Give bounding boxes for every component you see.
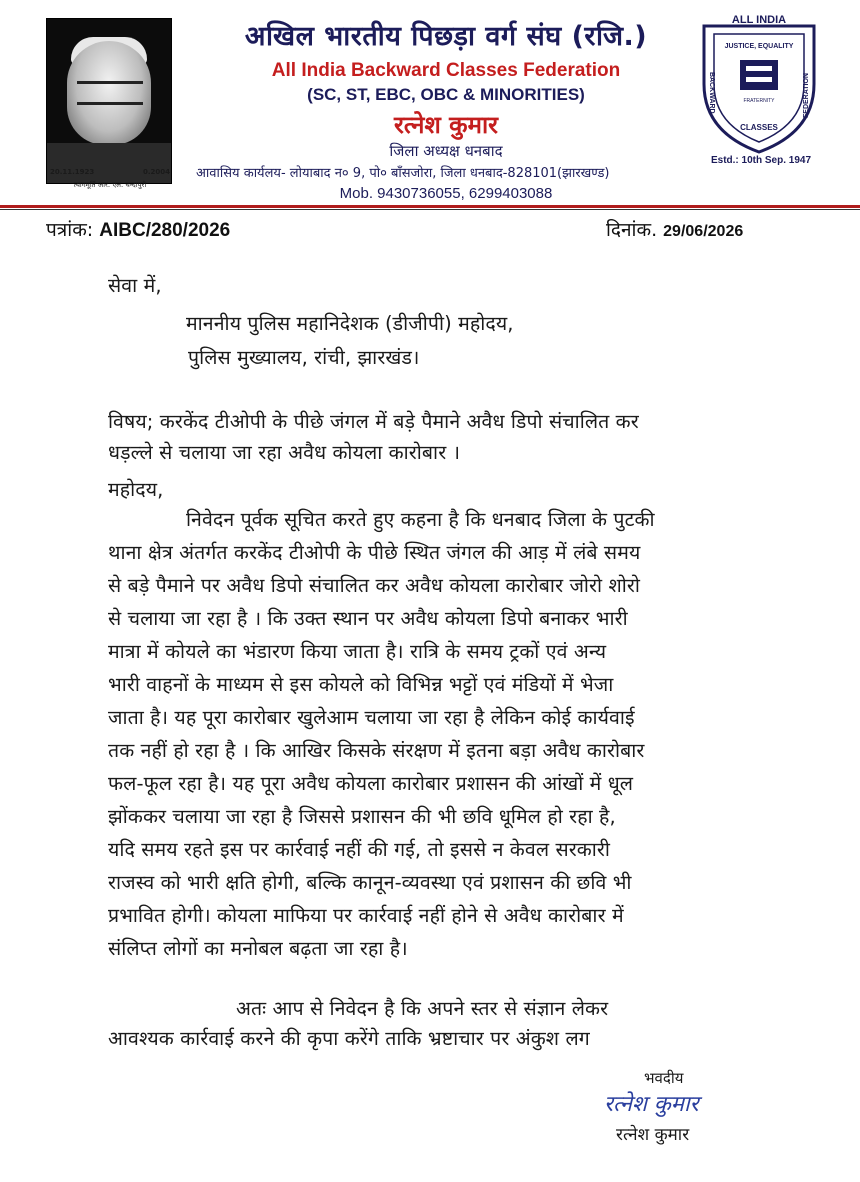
subject-line-1: विषय; करकेंद टीओपी के पीछे जंगल में बड़े पैमाने अवैध डिपो संचालित कर — [108, 410, 639, 433]
closing-line: अतः आप से निवेदन है कि अपने स्तर से संज्ञान लेकर — [236, 997, 609, 1020]
emblem-text-right: FEDERATION — [803, 73, 810, 118]
emblem-text-left: BACKWARD — [708, 72, 715, 114]
emblem-text-top: ALL INDIA — [731, 14, 787, 26]
founder-photo — [46, 18, 172, 184]
closing-line: आवश्यक कार्रवाई करने की कृपा करेंगे ताकि भ्रष्टाचार पर अंकुश लग — [108, 1027, 590, 1050]
greeting: महोदय, — [108, 478, 164, 501]
body-line: संलिप्त लोगों का मनोबल बढ़ता जा रहा है। — [108, 937, 408, 960]
body-line: यदि समय रहते इस पर कार्रवाई नहीं की गई, तो इससे न केवल सरकारी — [108, 838, 611, 861]
signatory-name: रत्नेश कुमार — [616, 1125, 690, 1145]
reference-number — [46, 216, 230, 242]
addressee-line-1: माननीय पुलिस महानिदेशक (डीजीपी) महोदय, — [186, 312, 514, 335]
letter-date — [606, 216, 743, 242]
subject-line-2: धड़ल्ले से चलाया जा रहा अवैध कोयला कारोबार । — [108, 441, 461, 464]
addressee-line-2: पुलिस मुख्यालय, रांची, झारखंड। — [188, 346, 420, 369]
body-line: राजस्व को भारी क्षति होगी, बल्कि कानून-व्यवस्था एवं प्रशासन की छवि भी — [108, 871, 632, 894]
body-line: तक नहीं हो रहा है । कि आखिर किसके संरक्षण में इतना बड़ा अवैध कारोबार — [108, 739, 645, 762]
body-line: झोंककर चलाया जा रहा है जिससे प्रशासन की भी छवि धूमिल हो रहा है, — [108, 805, 616, 828]
photo-dates — [50, 168, 170, 176]
emblem-text-center: FRATERNITY — [743, 98, 775, 104]
established-date: Estd.: 10th Sep. 1947 — [710, 155, 812, 166]
signature-bhavdiya: भवदीय — [644, 1069, 684, 1087]
org-categories: (SC, ST, EBC, OBC & MINORITIES) — [307, 85, 585, 104]
emblem-text-motto: JUSTICE, EQUALITY — [724, 43, 794, 50]
salutation-to: सेवा में, — [108, 274, 162, 297]
body-line: मात्रा में कोयले का भंडारण किया जाता है। रात्रि के समय ट्रकों एवं अन्य — [108, 640, 607, 663]
org-name-hindi: अखिल भारतीय पिछड़ा वर्ग संघ (रजि.) — [244, 21, 648, 52]
federation-emblem — [694, 14, 824, 156]
office-address: आवासिय कार्यलय- लोयाबाद न० 9, पो० बाँसजोरा, जिला धनबाद-828101(झारखण्ड) — [196, 166, 610, 181]
patrank-value: AIBC/280/2026 — [99, 220, 231, 241]
photo-date-right: 0.2004 — [142, 168, 170, 176]
body-line: निवेदन पूर्वक सूचित करते हुए कहना है कि धनबाद जिला के पुटकी — [186, 508, 655, 531]
emblem-text-bottom: CLASSES — [740, 123, 778, 132]
body-line: भारी वाहनों के माध्यम से इस कोयले को विभिन्न भट्टों एवं मंडियों में भेजा — [108, 673, 614, 696]
dinank-label: दिनांक. — [606, 219, 658, 241]
org-name-english: All India Backward Classes Federation — [271, 60, 621, 81]
body-line: से बड़े पैमाने पर अवैध डिपो संचालित कर अवैध कोयला कारोबार जोरो शोरो — [108, 574, 641, 597]
letterhead-divider-thin — [0, 209, 860, 210]
body-line: थाना क्षेत्र अंतर्गत करकेंद टीओपी के पीछे स्थित जंगल की आड़ में लंबे समय — [108, 541, 641, 564]
sender-title: जिला अध्यक्ष धनबाद — [389, 142, 503, 160]
body-line: प्रभावित होगी। कोयला माफिया पर कार्रवाई नहीं होने से अवैध कारोबार में — [108, 904, 624, 927]
mobile-numbers: Mob. 9430736055, 6299403088 — [339, 185, 553, 202]
patrank-label: पत्रांक: — [46, 219, 94, 241]
letterhead-divider — [0, 205, 860, 208]
dinank-value: 29/06/2026 — [663, 223, 744, 240]
body-line: जाता है। यह पूरा कारोबार खुलेआम चलाया जा रहा है लेकिन कोई कार्यवाई — [108, 706, 635, 729]
emblem-center-mark — [740, 60, 778, 90]
photo-caption: त्यागमूर्ति आर. एल. चन्दापुरी — [73, 181, 147, 189]
photo-date-left: 20.11.1923 — [50, 168, 95, 176]
body-line: फल-फूल रहा है। यह पूरा अवैध कोयला कारोबार प्रशासन की आंखों में धूल — [108, 772, 634, 795]
sender-name: रत्नेश कुमार — [394, 111, 498, 139]
handwritten-signature: रत्नेश कुमार — [604, 1092, 699, 1117]
body-line: से चलाया जा रहा है । कि उक्त स्थान पर अवैध कोयला डिपो बनाकर भारी — [108, 607, 628, 630]
